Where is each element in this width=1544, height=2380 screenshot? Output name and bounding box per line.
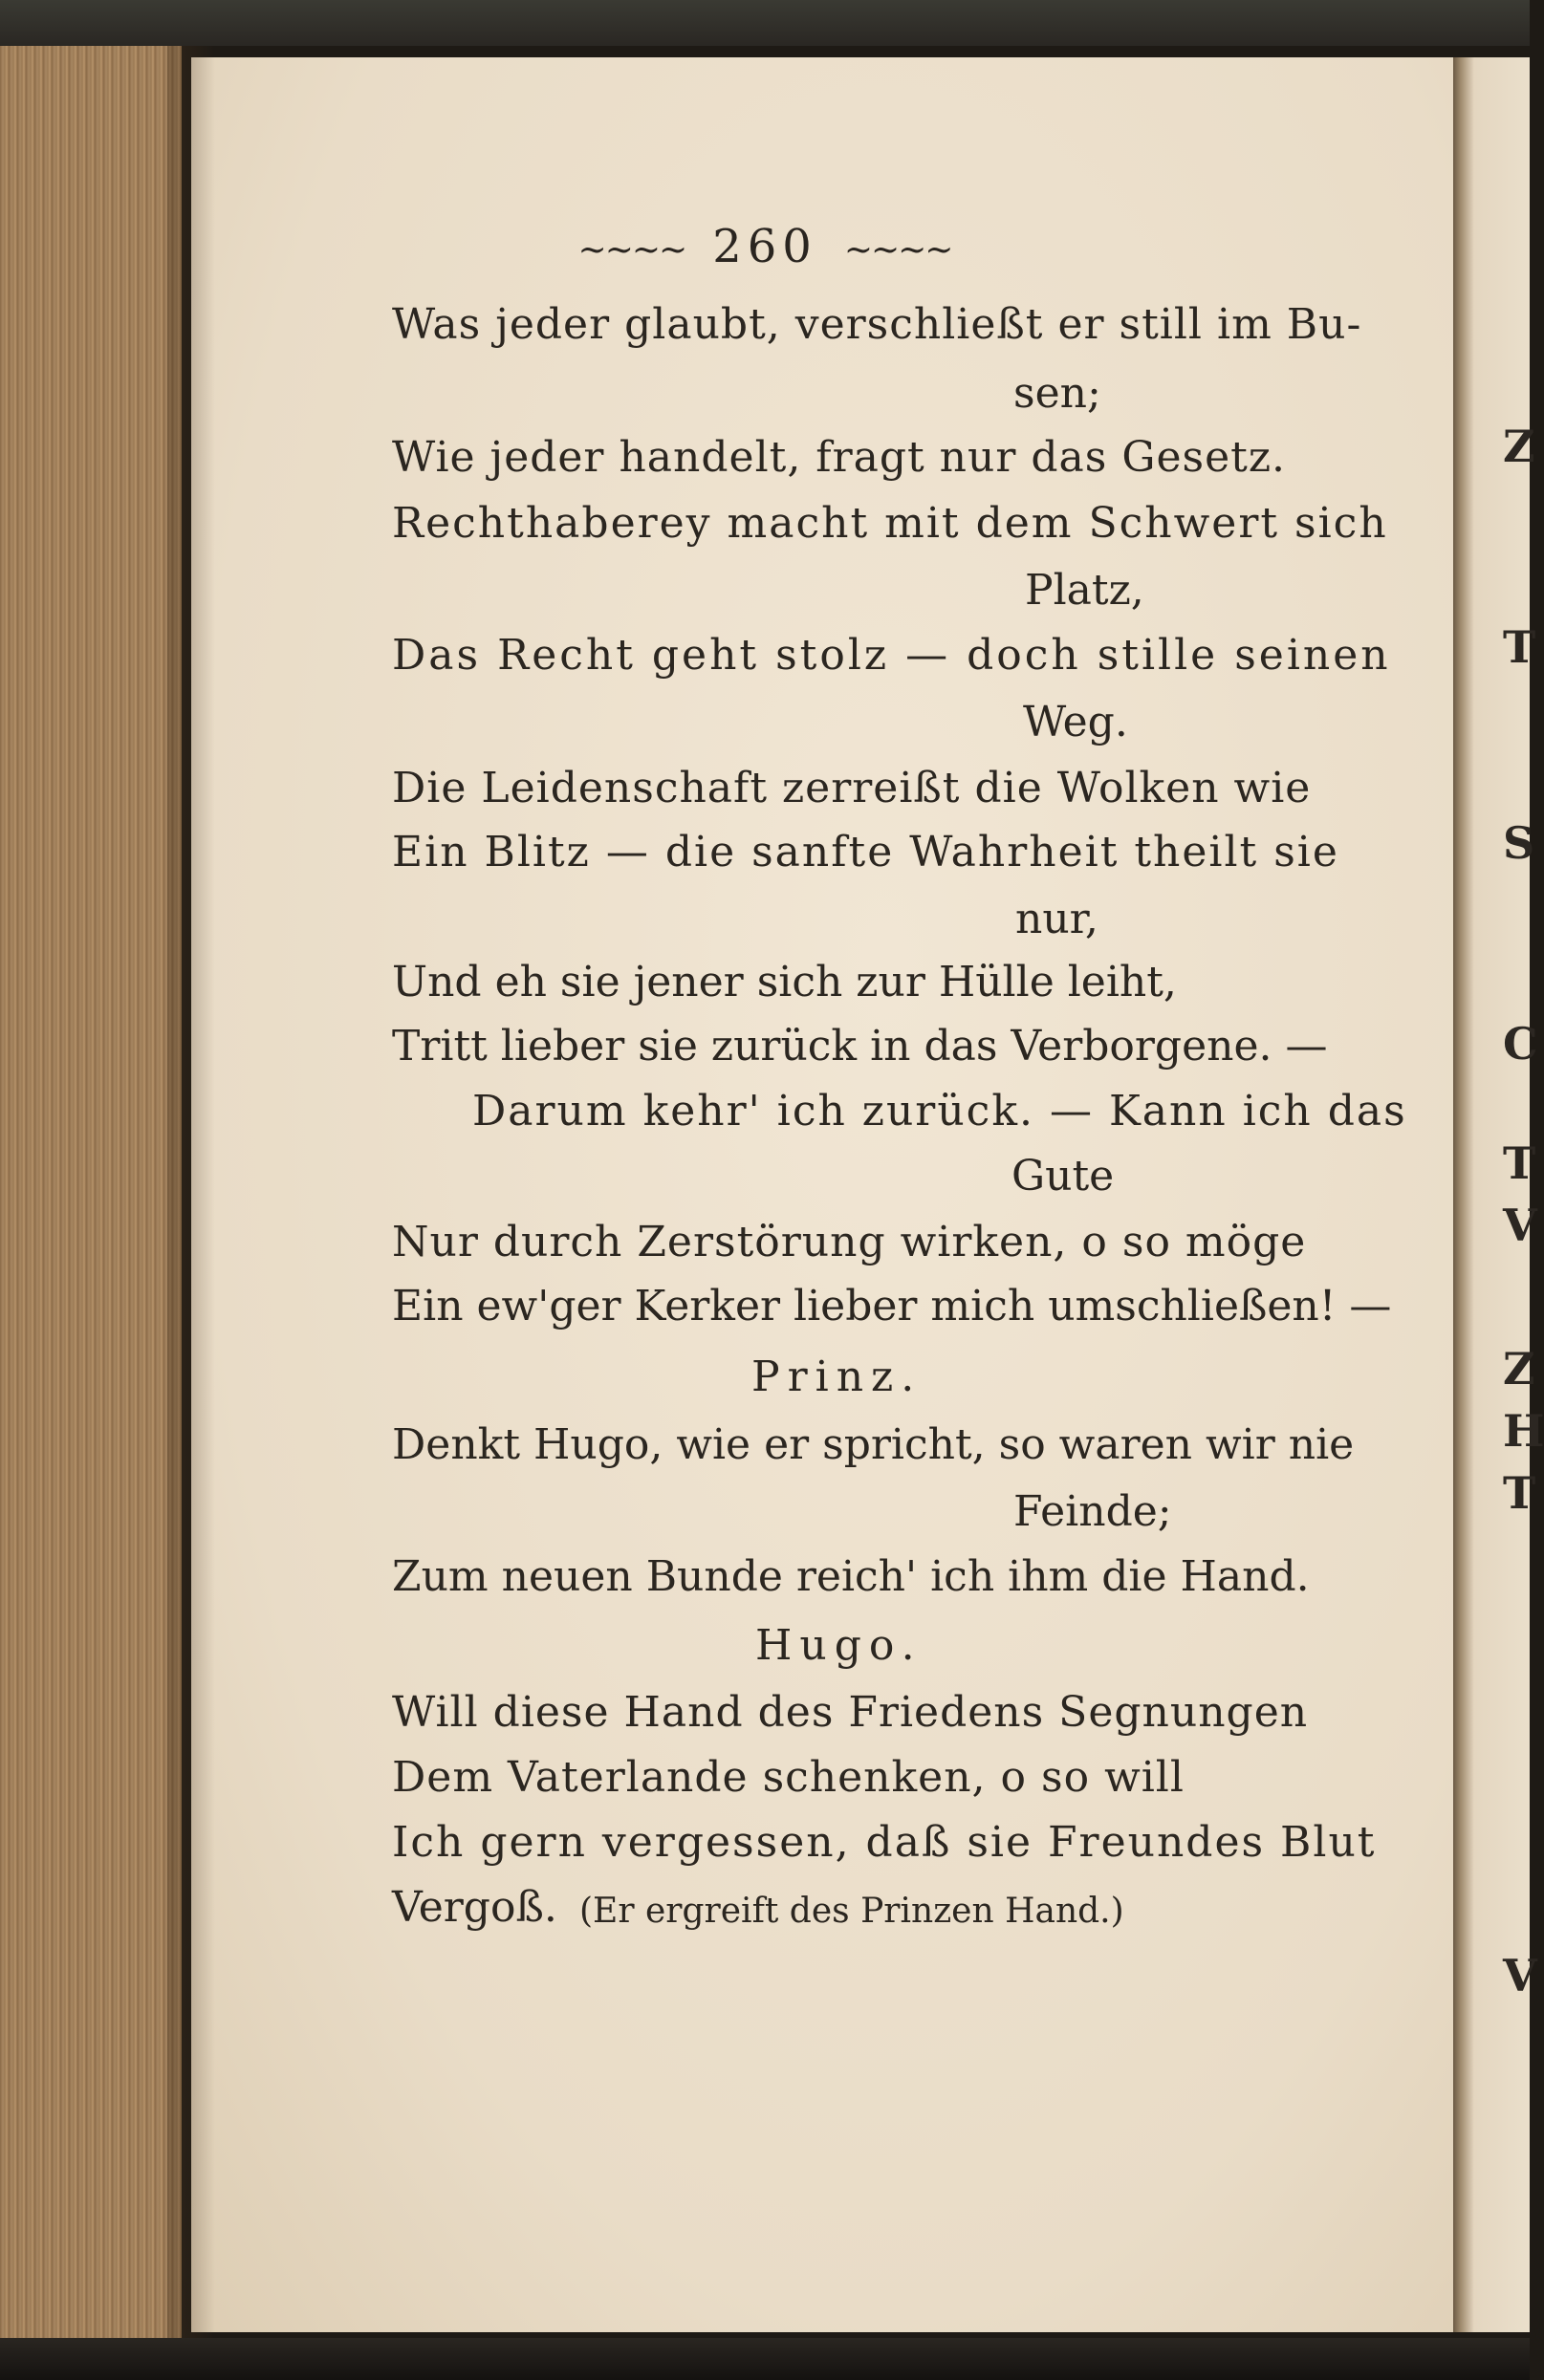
verse-line-continuation: Feinde;	[1013, 1487, 1172, 1536]
verse-line: Wie jeder handelt, fragt nur das Gesetz.	[392, 433, 1286, 482]
stage-direction: (Er ergreift des Prinzen Hand.)	[579, 1892, 1124, 1931]
verse-line-continuation: sen;	[1013, 369, 1101, 418]
verse-line: Ich gern vergessen, daß sie Freundes Blut	[392, 1818, 1377, 1867]
header-ornament-left: ~~~~	[577, 230, 686, 270]
speaker-prinz: Prinz.	[751, 1352, 923, 1401]
verse-line: Zum neuen Bunde reich' ich ihm die Hand.	[392, 1552, 1310, 1601]
verse-line: Die Leidenschaft zerreißt die Wolken wie	[392, 764, 1312, 812]
verse-line-continuation: Platz,	[1025, 566, 1144, 615]
verse-line: Ein Blitz — die sanfte Wahrheit theilt sie	[392, 828, 1339, 876]
next-page-glyph: Z	[1503, 1343, 1535, 1395]
page-edges	[0, 46, 182, 2338]
verse-line-continuation: Gute	[1011, 1152, 1115, 1201]
header-ornament-right: ~~~~	[843, 230, 952, 270]
book-cover-bottom	[0, 2338, 1530, 2380]
next-page-glyph: V	[1503, 1200, 1537, 1251]
verse-line: Nur durch Zerstörung wirken, o so möge	[392, 1218, 1307, 1266]
page-header	[0, 220, 1530, 273]
verse-line: Das Recht geht stolz — doch stille seinen	[392, 631, 1391, 680]
verse-line: Tritt lieber sie zurück in das Verborgene. —	[392, 1022, 1328, 1071]
verse-line: Denkt Hugo, wie er spricht, so waren wir nie	[392, 1420, 1355, 1469]
verse-line: Rechthaberey macht mit dem Schwert sich	[392, 499, 1388, 548]
book-cover-top	[0, 0, 1530, 46]
next-page-glyph: V	[1503, 1950, 1537, 2001]
verse-line: Vergoß.	[392, 1883, 557, 1932]
next-page-glyph: C	[1503, 1018, 1538, 1070]
gutter-shadow	[167, 46, 215, 2338]
next-page-glyph: T	[1503, 621, 1536, 673]
verse-line-continuation: nur,	[1015, 895, 1098, 943]
verse-line-continuation: Weg.	[1023, 698, 1128, 746]
next-page-glyph: H	[1503, 1405, 1544, 1457]
verse-line: Ein ew'ger Kerker lieber mich umschließen! —	[392, 1282, 1392, 1331]
next-page-glyph: S	[1503, 817, 1535, 869]
verse-line: Was jeder glaubt, verschließt er still im Bu-	[392, 300, 1362, 349]
verse-line: Dem Vaterlande schenken, o so will	[392, 1753, 1185, 1802]
verse-line: Darum kehr' ich zurück. — Kann ich das	[472, 1087, 1407, 1136]
next-page-glyph: Z	[1503, 421, 1535, 472]
next-page-glyph: T	[1503, 1467, 1536, 1519]
speaker-hugo: Hugo.	[755, 1621, 923, 1670]
page	[191, 57, 1453, 2332]
verse-line: Will diese Hand des Friedens Segnungen	[392, 1688, 1309, 1737]
verse-line: Und eh sie jener sich zur Hülle leiht,	[392, 958, 1177, 1006]
page-number: 260	[712, 220, 817, 273]
next-page-glyph: T	[1503, 1137, 1536, 1189]
